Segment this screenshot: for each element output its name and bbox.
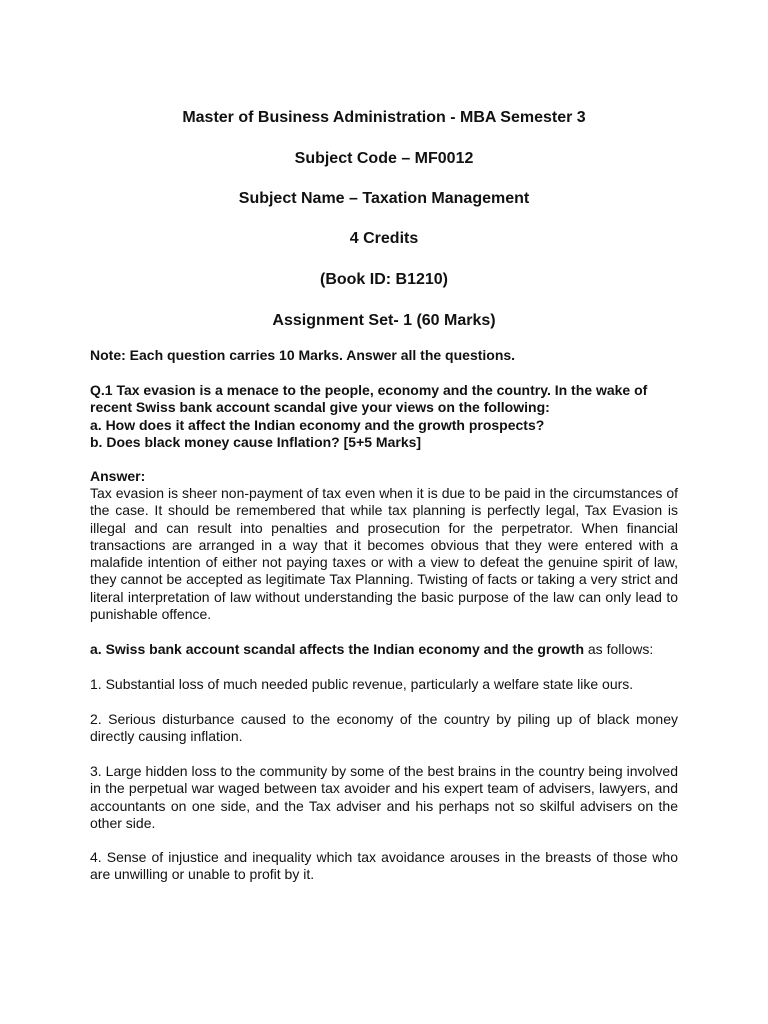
section-a-bold: a. Swiss bank account scandal affects the Indian economy and the growth [90, 641, 584, 657]
section-a-heading [90, 641, 678, 658]
document-page [90, 0, 678, 1024]
credits: 4 Credits [349, 230, 419, 247]
answer-label: Answer: [90, 468, 146, 484]
book-id: (Book ID: B1210) [319, 271, 449, 288]
point-4: 4. Sense of injustice and inequality which tax avoidance arouses in the breasts of those who are unwilling or unable to profit by it. [90, 849, 678, 883]
question-text: Q.1 Tax evasion is a menace to the people, economy and the country. In the wake of recent Swiss bank account scandal give your views on the following: [90, 382, 648, 416]
subject-name: Subject Name – Taxation Management [238, 190, 530, 207]
section-a-rest: as follows: [584, 641, 654, 657]
point-3: 3. Large hidden loss to the community by some of the best brains in the country being involved in the perpetual war waged between tax avoider and his expert team of advisers, lawyers, and accountants on one side, and the Tax adviser and his perhaps not so skilful advisers on the other side. [90, 763, 678, 831]
point-1: 1. Substantial loss of much needed public revenue, particularly a welfare state like ours. [90, 676, 634, 692]
question-part-b: b. Does black money cause Inflation? [5+5 Marks] [90, 433, 422, 450]
assignment-title: Assignment Set- 1 (60 Marks) [272, 312, 496, 329]
program-title: Master of Business Administration - MBA Semester 3 [182, 109, 586, 126]
subject-code: Subject Code – MF0012 [294, 150, 474, 167]
question-block [90, 382, 678, 451]
point-2: 2. Serious disturbance caused to the economy of the country by piling up of black money directly causing inflation. [90, 711, 678, 745]
assignment-note: Note: Each question carries 10 Marks. Answer all the questions. [90, 347, 516, 363]
answer-intro: Tax evasion is sheer non-payment of tax even when it is due to be paid in the circumstances of the case. It should be remembered that while tax planning is perfectly legal, Tax Evasion is illegal and can result into penalties and prosecution for the perpetrator. When financial transactions are arranged in a way that it becomes obvious that they were entered with a malafide intention of either not paying taxes or with a view to defeat the genuine spirit of law, they cannot be accepted as legitimate Tax Planning. Twisting of facts or taking a very strict and literal interpretation of law without understanding the basic purpose of the law can only lead to punishable offence. [90, 485, 678, 623]
question-part-a: a. How does it affect the Indian economy and the growth prospects? [90, 416, 545, 433]
